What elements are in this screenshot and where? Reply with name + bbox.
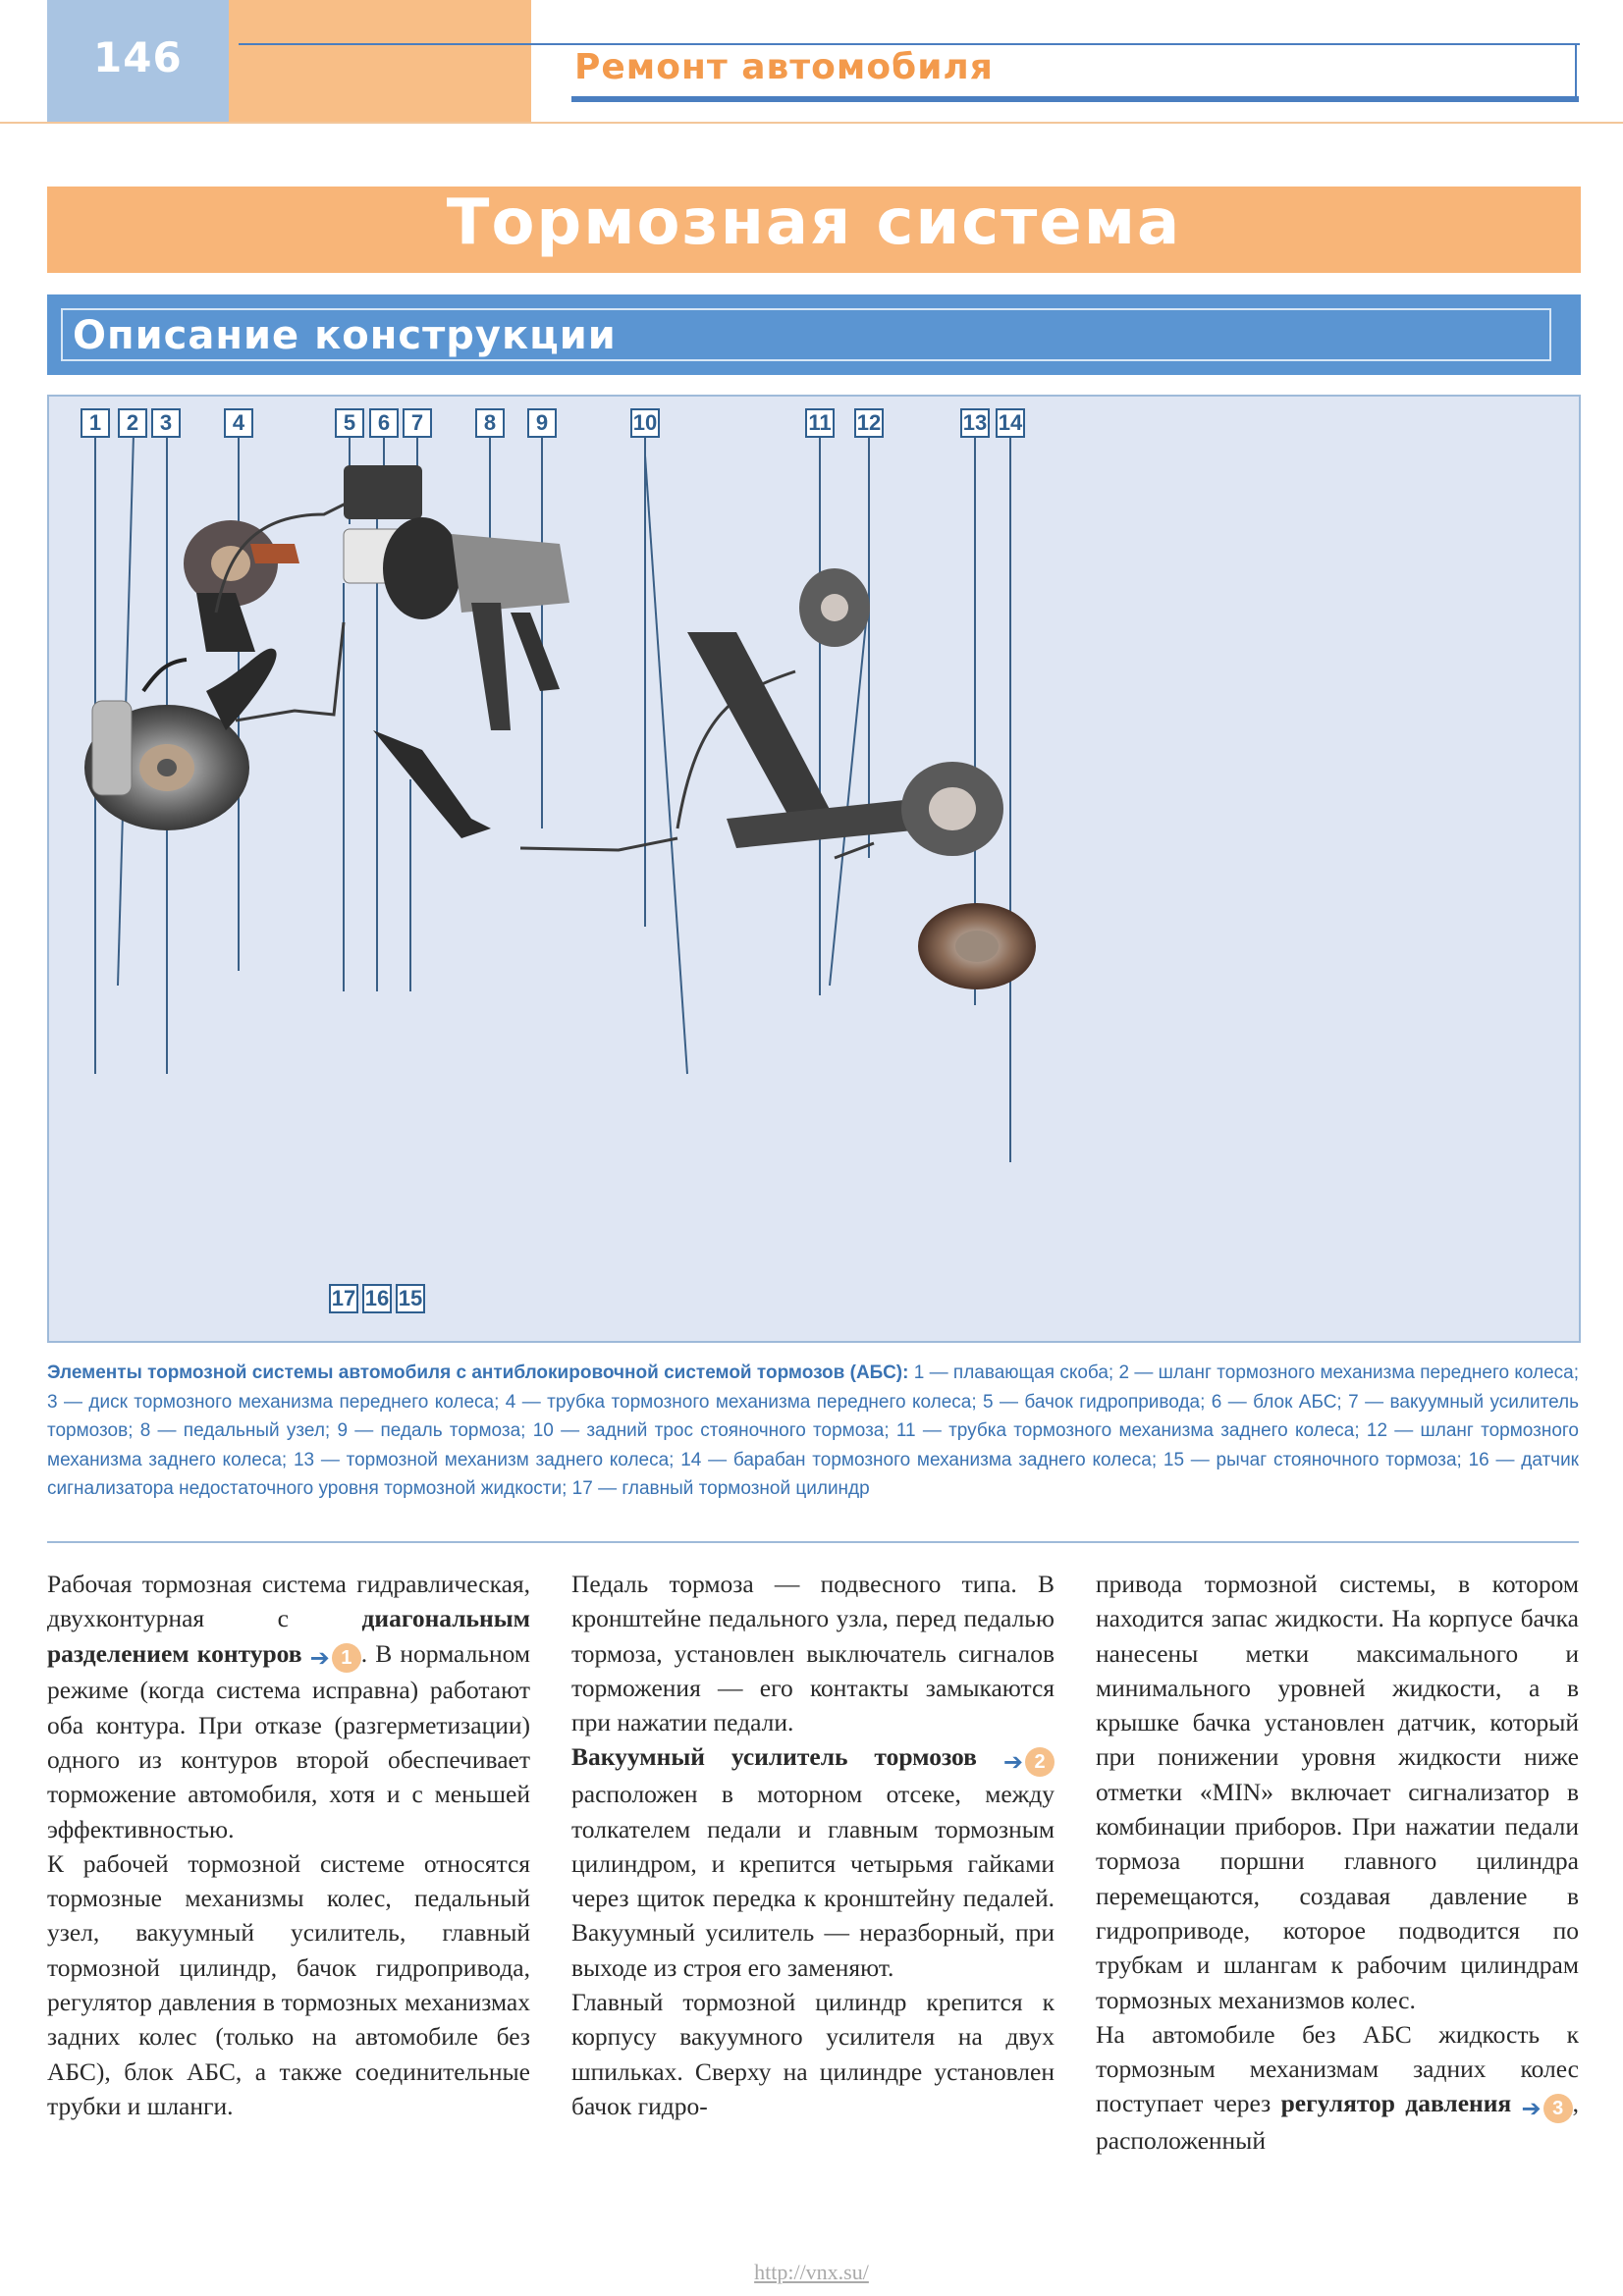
callout-13: 13 [960,408,990,438]
rear-axle [687,568,1003,856]
text-column-1 [47,1567,530,2123]
callout-6: 6 [369,408,399,438]
callout-15: 15 [396,1284,425,1313]
text: , расположенный [1096,2089,1579,2156]
paragraph [571,1739,1055,1985]
front-hub [184,520,299,652]
caption-text: 1 — плавающая скоба; 2 — шланг тормозного механизма переднего колеса; 3 — диск тормозного механизма переднего колеса; 4 — трубка тормозного механизма переднего колеса; 5 — бачок гидропривода; 6 — блок АБС; 7 — вакуумный усилитель тормозов; 8 — педальный узел; 9 — педаль тормоза; 10 — задний трос стояночного тормоза; 11 — трубка тормозного механизма заднего колеса; 12 — шланг тормозного механизма заднего колеса; 13 — тормозной механизм заднего колеса; 14 — барабан тормозного механизма заднего колеса; 15 — рычаг стояночного тормоза; 16 — датчик сигнализатора недостаточного уровня тормозной жидкости; 17 — главный тормозной цилиндр [47,1362,1580,1499]
paragraph: К рабочей тормозной системе относятся тормозные механизмы колес, педальный узел, вакуумный усилитель, главный тормозной цилиндр, бачок гидропривода, регулятор давления в тормозных механизмах задних колес (только на автомобиле без АБС), блок АБС, а также соединительные трубки и шланги. [47,1848,530,2120]
page-title: Тормозная система [446,187,1182,259]
figure-caption [47,1359,1579,1504]
text: . В нормальном режиме (когда система исправна) работают оба контура. При отказе (разгерметизации) одного из контуров второй обеспечивает торможение автомобиля, хотя и с меньшей эффективностью. [47,1638,530,1843]
front-disc-brake [84,649,277,830]
callout-11: 11 [805,408,835,438]
reference-marker [1522,2089,1573,2123]
callout-12: 12 [854,408,884,438]
term: регулятор давления [1280,2089,1512,2118]
rear-brake-drum [918,903,1036,989]
callout-2: 2 [118,408,147,438]
page-number: 146 [93,33,183,81]
header-underline [571,96,1579,102]
callout-17: 17 [329,1284,358,1313]
reference-marker [310,1638,361,1673]
text: расположен в моторном отсеке, между толкателем педали и главным тормозным цилиндром, и крепится четырьмя гайками через щиток передка к кронштейну педалей. Вакуумный усилитель — неразборный, при выходе из строя его заменяют. [571,1780,1055,1982]
paragraph [1096,2017,1579,2159]
text: Рабочая тормозная система гидравлическая, двухконтурная с [47,1570,530,1633]
text-column-3 [1096,1567,1579,2159]
page-subtitle: Описание конструкции [73,313,617,358]
arrow-right-icon: ➔ [1521,2095,1542,2123]
callout-4: 4 [224,408,253,438]
paragraph: Главный тормозной цилиндр крепится к корпусу вакуумного усилителя на двух шпильках. Сверху на цилиндре установлен бачок гидро- [571,1988,1055,2120]
reference-number: 3 [1543,2094,1573,2123]
callout-1: 1 [81,408,110,438]
callout-3: 3 [151,408,181,438]
reference-number: 2 [1025,1747,1055,1777]
caption-lead: Элементы тормозной системы автомобиля с антиблокировочной системой тормозов (АБС): [47,1362,909,1383]
brake-system-illustration [49,397,1579,1341]
arrow-right-icon: ➔ [309,1644,330,1673]
text-column-2 [571,1567,1055,2123]
callout-9: 9 [527,408,557,438]
paragraph: привода тормозной системы, в котором находится запас жидкости. На корпусе бачка нанесены метки максимального и минимального уровней жидкости, а в крышке бачка установлен датчик, который при понижении уровня жидкости ниже отметки «MIN» включает сигнализатор в комбинации приборов. При нажатии педали тормоза поршни главного цилиндра перемещаются, создавая давление в гидроприводе, которое подводится по трубкам и шлангам к рабочим цилиндрам тормозных механизмов колес. [1096,1570,1579,2014]
callout-7: 7 [403,408,432,438]
footer-url: http://vnx.su/ [754,2260,869,2284]
callout-14: 14 [996,408,1025,438]
reference-marker [1003,1742,1055,1777]
paragraph [47,1567,530,1846]
text: На автомобиле без АБС жидкость к тормозным механизмам задних колес поступает через [1096,2019,1579,2118]
paragraph: Педаль тормоза — подвесного типа. В кронштейне педального узла, перед педалью тормоза, установлен выключатель сигналов торможения — его контакты замыкаются при нажатии педали. [571,1570,1055,1737]
brake-system-figure [47,395,1581,1343]
parking-brake-lever [373,730,491,838]
header-orange-block [229,0,531,122]
callout-16: 16 [362,1284,392,1313]
callout-8: 8 [475,408,505,438]
header-divider [0,122,1623,124]
callout-10: 10 [630,408,660,438]
reference-number: 1 [332,1643,361,1673]
term: Вакуумный усилитель тормозов [571,1742,977,1772]
term: диагональным разделением контуров [47,1604,530,1668]
section-title: Ремонт автомобиля [574,47,994,87]
callout-5: 5 [335,408,364,438]
caption-divider [47,1541,1579,1543]
arrow-right-icon: ➔ [1002,1748,1023,1777]
